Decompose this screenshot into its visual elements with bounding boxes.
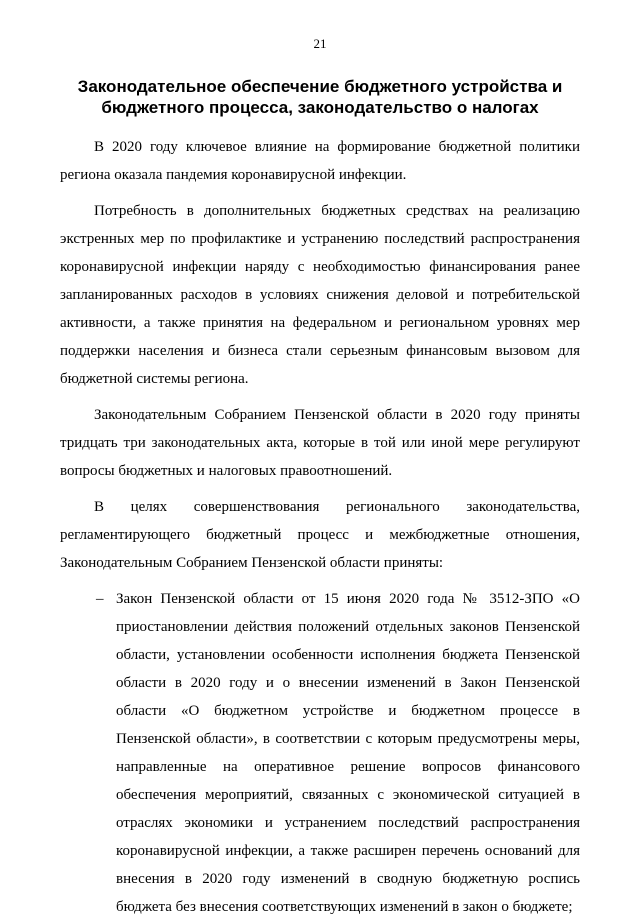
law-list bbox=[60, 585, 580, 921]
page-number: 21 bbox=[313, 36, 327, 51]
list-item bbox=[60, 585, 580, 921]
paragraph-1: В 2020 году ключевое влияние на формирование бюджетной политики региона оказала пандемия коронавирусной инфекции. bbox=[60, 139, 580, 183]
paragraph-4: В целях совершенствования регионального законодательства, регламентирующего бюджетный процесс и межбюджетные отношения, Законодательным Собранием Пензенской области приняты: bbox=[60, 499, 580, 571]
list-item-text: Закон Пензенской области от 15 июня 2020 года № 3512-ЗПО «О приостановлении действия положений отдельных законов Пензенской области, установлении особенности исполнения бюджета Пензенской области в 2020 году и о внесении изменений в Закон Пензенской области «О бюджетном устройстве и бюджетном процессе в Пензенской области», в соответствии с которым предусмотрены меры, направленные на оперативное решение вопросов финансового обеспечения мероприятий, связанных с экономической ситуацией в отраслях экономики и устранением последствий распространения коронавирусной инфекции, а также расширен перечень оснований для внесения в 2020 году изменений в сводную бюджетную роспись бюджета без внесения соответствующих изменений в закон о бюджете; bbox=[116, 591, 580, 915]
body-text bbox=[60, 133, 580, 921]
section-heading: Законодательное обеспечение бюджетного устройства и бюджетного процесса, законодательство о налогах bbox=[77, 77, 563, 117]
list-dash: – bbox=[96, 591, 104, 607]
paragraph-2: Потребность в дополнительных бюджетных средствах на реализацию экстренных мер по профилактике и устранению последствий распространения коронавирусной инфекции наряду с необходимостью финансирования ранее запланированных расходов в условиях снижения деловой и потребительской активности, а также принятия на федеральном и региональном уровнях мер поддержки населения и бизнеса стали серьезным финансовым вызовом для бюджетной системы региона. bbox=[60, 203, 580, 387]
paragraph-3: Законодательным Собранием Пензенской области в 2020 году приняты тридцать три законодательных акта, которые в той или иной мере регулируют вопросы бюджетных и налоговых правоотношений. bbox=[60, 407, 580, 479]
